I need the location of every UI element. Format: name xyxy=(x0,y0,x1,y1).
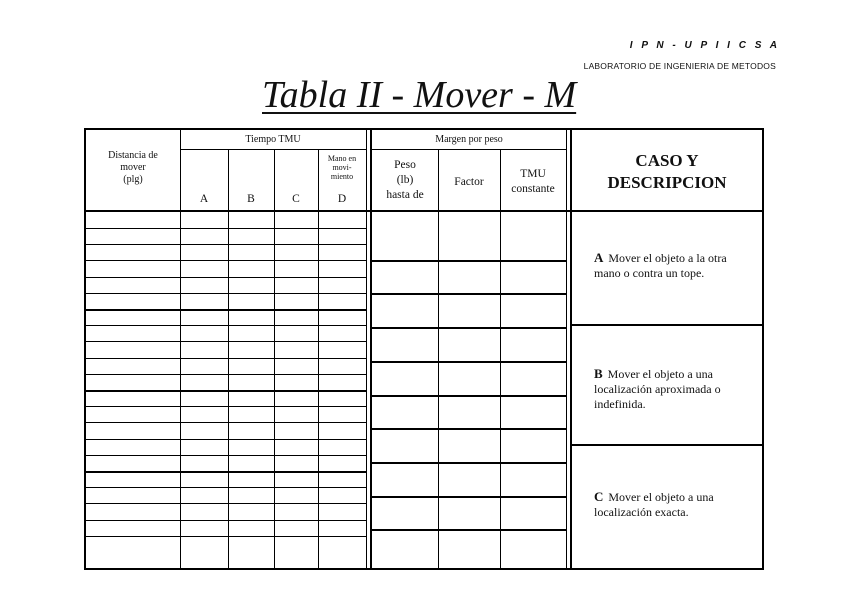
margen-group-header: Margen por peso xyxy=(435,134,503,145)
grid-line xyxy=(366,130,367,570)
weight-row-line xyxy=(372,529,566,531)
weight-row-line xyxy=(372,395,566,397)
row-line xyxy=(86,422,366,423)
grid-line xyxy=(570,130,572,570)
case-text: Mover el objeto a una localización exacta. xyxy=(594,490,714,519)
grid-line xyxy=(180,149,366,150)
row-line xyxy=(86,277,366,278)
row-line xyxy=(86,439,366,440)
institution-header: I P N - U P I I C S A xyxy=(629,40,780,51)
row-line xyxy=(86,455,366,456)
caso-header: CASO Y DESCRIPCION xyxy=(607,151,727,192)
row-line xyxy=(86,341,366,342)
col-d-header: D xyxy=(337,193,347,205)
col-b-header: B xyxy=(247,193,255,205)
col-a-header: A xyxy=(199,193,209,205)
grid-line xyxy=(274,150,275,570)
case-divider xyxy=(572,324,764,326)
weight-row-line xyxy=(372,293,566,295)
weight-row-line xyxy=(372,428,566,430)
case-description xyxy=(594,250,754,281)
row-line xyxy=(86,406,366,407)
col-d-note: Mano en movi- miento xyxy=(327,154,357,181)
weight-row-line xyxy=(372,462,566,464)
weight-row-line xyxy=(372,496,566,498)
row-line xyxy=(86,325,366,326)
row-line xyxy=(86,244,366,245)
mover-table xyxy=(84,128,764,570)
row-line xyxy=(86,228,366,229)
case-letter: A xyxy=(594,250,604,265)
row-line xyxy=(86,520,366,521)
grid-line xyxy=(370,130,372,570)
case-letter: B xyxy=(594,366,603,381)
grid-line xyxy=(228,150,229,570)
col-factor-header: Factor xyxy=(454,176,484,188)
case-description xyxy=(594,366,754,412)
grid-line xyxy=(566,130,567,570)
weight-row-line xyxy=(372,327,566,329)
row-line xyxy=(86,487,366,488)
row-line xyxy=(86,503,366,504)
row-line xyxy=(86,374,366,375)
page-title: Tabla II - Mover - M xyxy=(262,74,577,116)
col-tmu-header: TMU constante xyxy=(511,168,555,195)
lab-header: LABORATORIO DE INGENIERIA DE METODOS xyxy=(583,61,776,71)
row-line xyxy=(86,471,366,473)
grid-line xyxy=(372,149,566,150)
row-line xyxy=(86,536,366,537)
case-description xyxy=(594,489,754,520)
row-line xyxy=(86,260,366,261)
weight-row-line xyxy=(372,361,566,363)
grid-line xyxy=(86,210,764,212)
col-c-header: C xyxy=(292,193,300,205)
case-text: Mover el objeto a la otra mano o contra un tope. xyxy=(594,251,727,280)
weight-row-line xyxy=(372,260,566,262)
case-divider xyxy=(572,444,764,446)
grid-line xyxy=(318,150,319,570)
case-text: Mover el objeto a una localización aproximada o indefinida. xyxy=(594,367,721,411)
row-line xyxy=(86,309,366,311)
row-line xyxy=(86,358,366,359)
col-peso-header: Peso (lb) hasta de xyxy=(386,159,424,201)
tiempo-group-header: Tiempo TMU xyxy=(245,134,301,145)
row-line xyxy=(86,293,366,294)
row-line xyxy=(86,390,366,392)
col-distance-header: Distancia de mover (plg) xyxy=(108,150,158,185)
case-letter: C xyxy=(594,489,604,504)
